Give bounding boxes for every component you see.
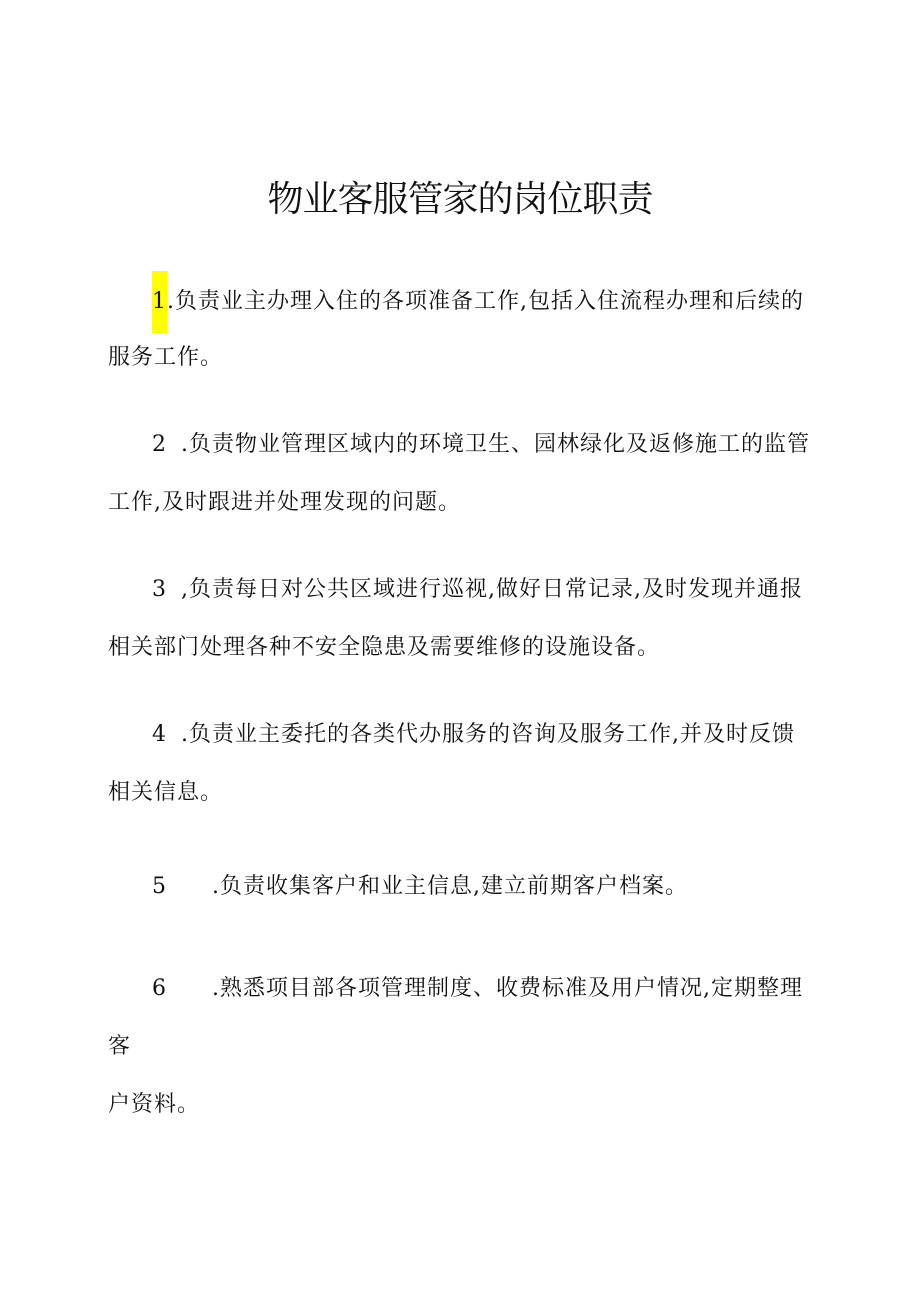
list-item-4-number: 4 (152, 722, 167, 747)
list-item-2-line-1: 2 .负责物业管理区域内的环境卫生、园林绿化及返修施工的监管 (108, 416, 820, 474)
list-item-4 (108, 706, 820, 822)
list-item-4-line-2: 相关信息。 (108, 780, 224, 805)
list-item-5-number: 5 (152, 874, 167, 899)
list-item-6 (108, 960, 820, 1134)
list-item-6-line-2: 客 (108, 1034, 132, 1059)
list-item-2 (108, 416, 820, 532)
list-item-1 (108, 271, 820, 387)
list-item-6-line-3: 户资料。 (108, 1092, 201, 1117)
list-item-3-line-2: 相关部门处理各种不安全隐患及需要维修的设施设备。 (108, 635, 661, 660)
list-item-3-number: 3 (152, 577, 167, 602)
list-item-1-line-1: 1.负责业主办理入住的各项准备工作,包括入住流程办理和后续的 (108, 271, 820, 329)
list-item-6-line-1: 6 .熟悉项目部各项管理制度、收费标准及用户情况,定期整理 (108, 960, 820, 1018)
list-item-2-line-2: 工作,及时跟进并处理发现的问题。 (108, 490, 461, 515)
list-item-6-number: 6 (152, 976, 167, 1001)
list-item-2-number: 2 (152, 432, 167, 457)
list-item-1-number: 1 (152, 271, 167, 333)
list-item-5-line-1: 5 .负责收集客户和业主信息,建立前期客户档案。 (108, 858, 820, 916)
list-item-1-line-2: 服务工作。 (108, 345, 224, 370)
document-title: 物业客服管家的岗位职责 (267, 179, 653, 220)
list-item-3-line-1: 3 ,负责每日对公共区域进行巡视,做好日常记录,及时发现并通报 (108, 561, 820, 619)
list-item-3 (108, 561, 820, 677)
list-item-4-line-1: 4 .负责业主委托的各类代办服务的咨询及服务工作,并及时反馈 (108, 706, 820, 764)
list-item-5 (108, 858, 820, 916)
